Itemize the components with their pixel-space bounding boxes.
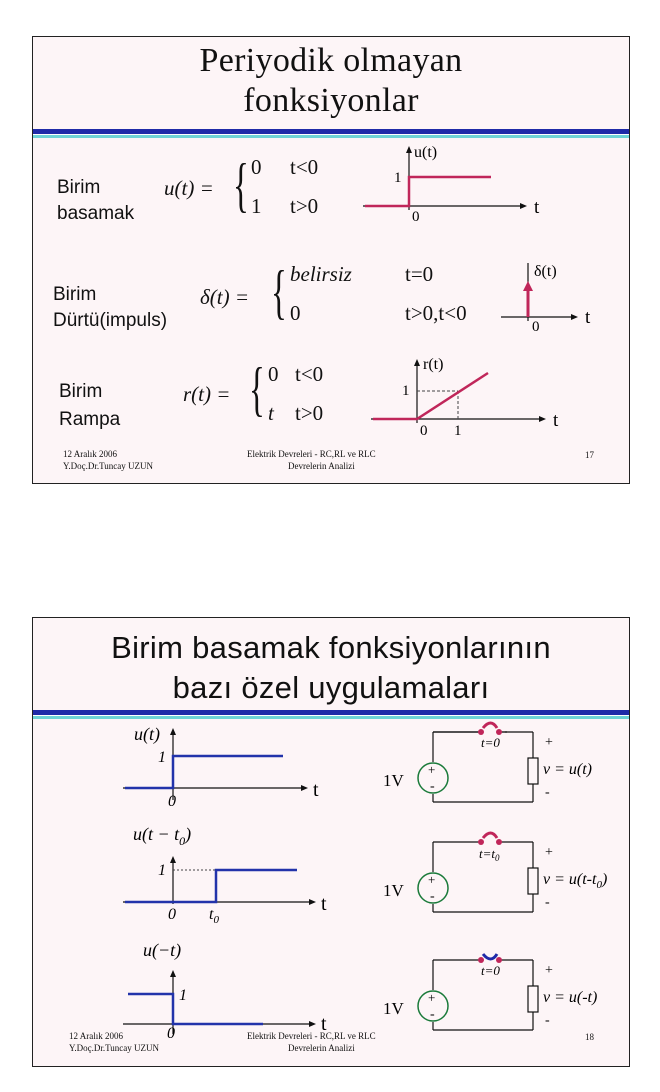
step-graph-zero: 0 (412, 209, 420, 225)
step-label-line1: Birim (57, 177, 101, 198)
slide-title-line1: Birim basamak fonksiyonlarının (111, 630, 551, 665)
shifted-step-t: t (321, 893, 327, 915)
ramp-graph-ylabel: r(t) (423, 356, 444, 373)
circuit-shifted-step (373, 832, 608, 922)
reversed-step-signal (128, 994, 263, 1024)
impulse-graph-zero: 0 (532, 319, 540, 335)
ramp-graph-x-arrow (539, 416, 546, 422)
ramp-graph-y-arrow (414, 359, 420, 366)
reversed-step-zero: 0 (167, 1025, 175, 1042)
step-label-line2: basamak (57, 203, 135, 224)
switch-icon (483, 723, 497, 728)
switch-label: $t=t_0$ (479, 846, 500, 863)
footer-date: 12 Aralık 2006 (69, 1031, 123, 1041)
unit-step-zero: 0 (168, 793, 176, 810)
ramp-graph-zero: 0 (420, 423, 428, 439)
ramp-case2-value: t (268, 401, 274, 425)
footer-author: Y.Doç.Dr.Tuncay UZUN (69, 1043, 159, 1053)
reversed-step-ylabel: u(−t) (143, 940, 182, 960)
unit-step-t: t (313, 779, 319, 801)
step-case1-value: 0 (251, 155, 262, 179)
footer-date: 12 Aralık 2006 (63, 449, 117, 459)
step-case2-condition: t>0 (290, 194, 319, 218)
footer-author: Y.Doç.Dr.Tuncay UZUN (63, 461, 153, 471)
slide-title-line2: fonksiyonlar (243, 82, 419, 119)
svg-text:-: - (430, 889, 435, 904)
switch-label: t=0 (481, 735, 500, 750)
plus-sign: + (545, 735, 553, 750)
circuit-unit-step (373, 722, 592, 802)
title-divider-blue (33, 710, 629, 715)
impulse-label-line2: Dürtü(impuls) (53, 310, 168, 331)
ramp-label-line1: Birim (59, 381, 103, 402)
resistor-icon (528, 868, 538, 894)
impulse-graph-t: t (585, 307, 591, 328)
minus-sign: - (545, 895, 550, 910)
impulse-graph-ylabel: δ(t) (534, 263, 557, 280)
switch-icon (483, 954, 497, 959)
impulse-graph-arrowhead (523, 281, 533, 291)
resistor-icon (528, 986, 538, 1012)
ramp-case2-condition: t>0 (295, 401, 324, 425)
step-graph-x-arrow (520, 203, 527, 209)
svg-text:+: + (428, 990, 436, 1005)
impulse-case2-value: 0 (290, 301, 301, 325)
slide-18 (32, 617, 630, 1067)
output-label: v = u(t) (543, 761, 592, 778)
unit-step-signal (125, 756, 283, 788)
svg-text:-: - (430, 779, 435, 794)
ramp-function-name: r(t) = (183, 382, 231, 406)
slide-title-line1: Periyodik olmayan (199, 42, 463, 79)
svg-text:+: + (428, 762, 436, 777)
minus-sign: - (545, 1013, 550, 1028)
plus-sign: + (545, 845, 553, 860)
step-graph-signal (365, 177, 491, 206)
shifted-step-t0: $t_0$ (209, 906, 219, 926)
unit-step-graph (123, 722, 343, 812)
slide-title-area (33, 37, 629, 129)
title-divider-blue (33, 129, 629, 134)
ramp-label-line2: Rampa (59, 409, 121, 430)
impulse-brace: { (271, 259, 287, 325)
slide-title-line2: bazı özel uygulamaları (172, 670, 490, 705)
step-case1-condition: t<0 (290, 155, 319, 179)
ramp-graph-t: t (553, 410, 559, 431)
step-graph-one: 1 (394, 170, 402, 186)
impulse-case2-condition: t>0,t<0 (405, 301, 467, 325)
unit-step-ylabel: u(t) (134, 724, 160, 744)
output-label: $v = u(t-t_0)$ (543, 871, 608, 891)
ramp-graph-signal (373, 373, 488, 419)
ramp-case1-condition: t<0 (295, 362, 324, 386)
impulse-graph-x-arrow (571, 314, 578, 320)
step-graph-y-arrow (406, 146, 412, 153)
impulse-function-name: δ(t) = (200, 285, 250, 309)
source-label: 1V (383, 999, 404, 1018)
impulse-label-line1: Birim (53, 284, 97, 305)
shifted-step-signal (125, 870, 297, 902)
page-number: 17 (585, 450, 594, 460)
unit-step-one: 1 (158, 749, 166, 766)
switch-label: t=0 (481, 963, 500, 978)
reversed-step-t: t (321, 1013, 327, 1035)
ramp-graph-one: 1 (402, 383, 410, 399)
slide-title-area (33, 618, 629, 710)
svg-text:-: - (430, 1007, 435, 1022)
footer-course-line1: Elektrik Devreleri - RC,RL ve RLC (247, 449, 376, 459)
step-brace: { (233, 152, 249, 218)
impulse-graph (501, 257, 611, 337)
step-function-name: u(t) = (164, 176, 214, 200)
step-graph-ylabel: u(t) (414, 144, 438, 161)
footer-course-line2: Devrelerin Analizi (288, 461, 355, 471)
source-label: 1V (383, 771, 404, 790)
step-case2-value: 1 (251, 194, 262, 218)
reversed-step-one: 1 (179, 987, 187, 1004)
footer-course-line1: Elektrik Devreleri - RC,RL ve RLC (247, 1031, 376, 1041)
shifted-step-zero: 0 (168, 906, 176, 923)
step-graph-t: t (534, 197, 540, 218)
impulse-case1-value: belirsiz (290, 262, 352, 286)
svg-text:+: + (428, 872, 436, 887)
shifted-step-one: 1 (158, 862, 166, 879)
step-graph (363, 145, 563, 225)
plus-sign: + (545, 963, 553, 978)
minus-sign: - (545, 785, 550, 800)
ramp-case1-value: 0 (268, 362, 279, 386)
shifted-step-ylabel: $u(t - t_0)$ (133, 824, 192, 848)
footer-course-line2: Devrelerin Analizi (288, 1043, 355, 1053)
ramp-graph-xone: 1 (454, 423, 462, 439)
resistor-icon (528, 758, 538, 784)
output-label: v = u(-t) (543, 989, 598, 1006)
ramp-graph (371, 353, 571, 443)
switch-icon (483, 833, 497, 838)
page-number: 18 (585, 1032, 594, 1042)
shifted-step-graph (123, 818, 353, 928)
impulse-case1-condition: t=0 (405, 262, 434, 286)
source-label: 1V (383, 881, 404, 900)
ramp-brace: { (249, 356, 265, 422)
slide-17 (32, 36, 630, 484)
